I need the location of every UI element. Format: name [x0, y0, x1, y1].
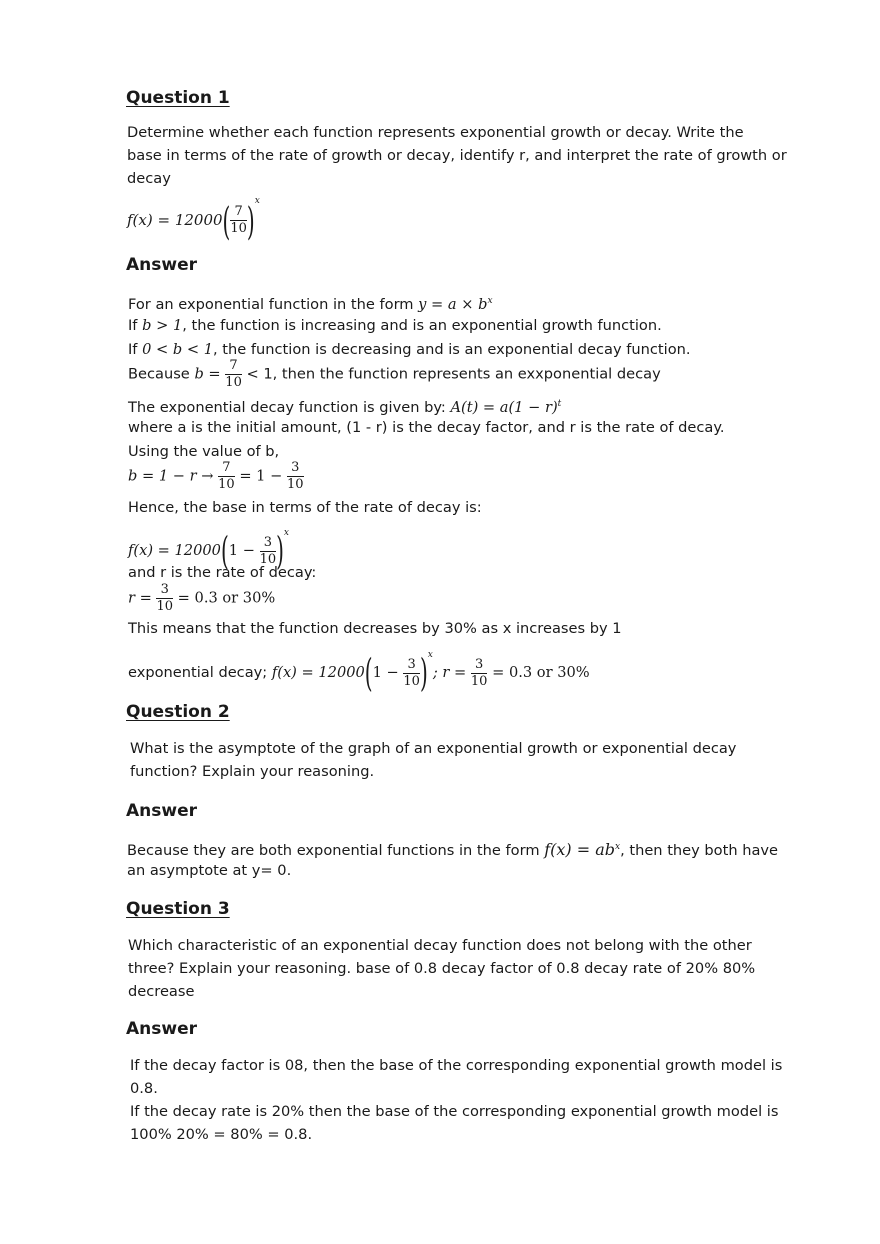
answer-2-heading: Answer: [126, 801, 197, 821]
answer-1-line-6: where a is the initial amount, (1 - r) is the decay factor, and r is the rate of decay.: [128, 419, 725, 436]
answer-1-line-13: This means that the function decreases by 30% as x increases by 1: [128, 620, 622, 637]
question-2-heading: Question 2: [126, 702, 230, 722]
answer-1-line-2: If b > 1, the function is increasing and is an exponential growth function.: [128, 317, 662, 334]
question-3-heading: Question 3: [126, 899, 230, 919]
question-3-text-line-3: decrease: [128, 983, 195, 1000]
question-1-text-line-2: base in terms of the rate of growth or decay, identify r, and interpret the rate of growth or: [127, 147, 787, 164]
answer-2-line-2: an asymptote at y= 0.: [127, 862, 292, 879]
answer-1-line-7: Using the value of b,: [128, 443, 280, 460]
answer-1-line-12: r = $\frac{3}{10}$ = 0.3 or 30%: [128, 582, 276, 614]
answer-1-line-4: Because b = $\frac{7}{10}$ < 1, then the function represents an exxponential decay: [128, 358, 661, 390]
question-3-text-line-2: three? Explain your reasoning. base of 0.8 decay factor of 0.8 decay rate of 20% 80%: [128, 960, 756, 977]
answer-3-line-4: 100% 20% = 80% = 0.8.: [130, 1126, 313, 1143]
answer-1-line-14: exponential decay; f(x) = 12000(1 − $\frac{3}{10}$ )$^x$; r = $\frac{3}{10}$ = 0.3 or 30%: [128, 649, 590, 695]
equation-fraction: $\frac{7}{10}$: [230, 204, 247, 236]
answer-1-line-1: For an exponential function in the form $y = a \times b^x$: [128, 295, 493, 313]
answer-3-heading: Answer: [126, 1019, 197, 1039]
equation-lhs: f(x) = 12000: [127, 211, 223, 229]
question-2-text-line-1: What is the asymptote of the graph of an exponential growth or exponential decay: [130, 740, 737, 757]
answer-3-line-1: If the decay factor is 08, then the base of the corresponding exponential growth model is: [130, 1057, 783, 1074]
answer-1-heading: Answer: [126, 255, 197, 275]
answer-1-line-5: The exponential decay function is given by: $A(t) = a(1 - r)^t$: [128, 398, 562, 416]
answer-3-line-2: 0.8.: [130, 1080, 158, 1097]
answer-2-line-1: Because they are both exponential functions in the form $f(x) = ab^x$, then they both have: [127, 839, 779, 859]
answer-1-line-8: b = 1 − r → $\frac{7}{10}$ = 1 − $\frac{3}{10}$: [128, 460, 304, 492]
question-2-text-line-2: function? Explain your reasoning.: [130, 763, 375, 780]
question-1-text-line-3: decay: [127, 170, 171, 187]
question-1-heading: Question 1: [126, 88, 230, 108]
answer-3-line-3: If the decay rate is 20% then the base of the corresponding exponential growth model is: [130, 1103, 779, 1120]
answer-1-line-10: f(x) = 12000(1 − $\frac{3}{10}$ )$^x$: [128, 527, 289, 573]
answer-1-line-3: If 0 < b < 1, the function is decreasing and is an exponential decay function.: [128, 341, 691, 358]
question-3-text-line-1: Which characteristic of an exponential decay function does not belong with the other: [128, 937, 752, 954]
answer-1-line-9: Hence, the base in terms of the rate of decay is:: [128, 499, 482, 516]
answer-1-line-11: and r is the rate of decay:: [128, 564, 317, 581]
question-1-equation: f(x) = 12000( $\frac{7}{10}$ )$^x$: [127, 196, 260, 244]
question-1-text-line-1: Determine whether each function represents exponential growth or decay. Write the: [127, 124, 744, 141]
